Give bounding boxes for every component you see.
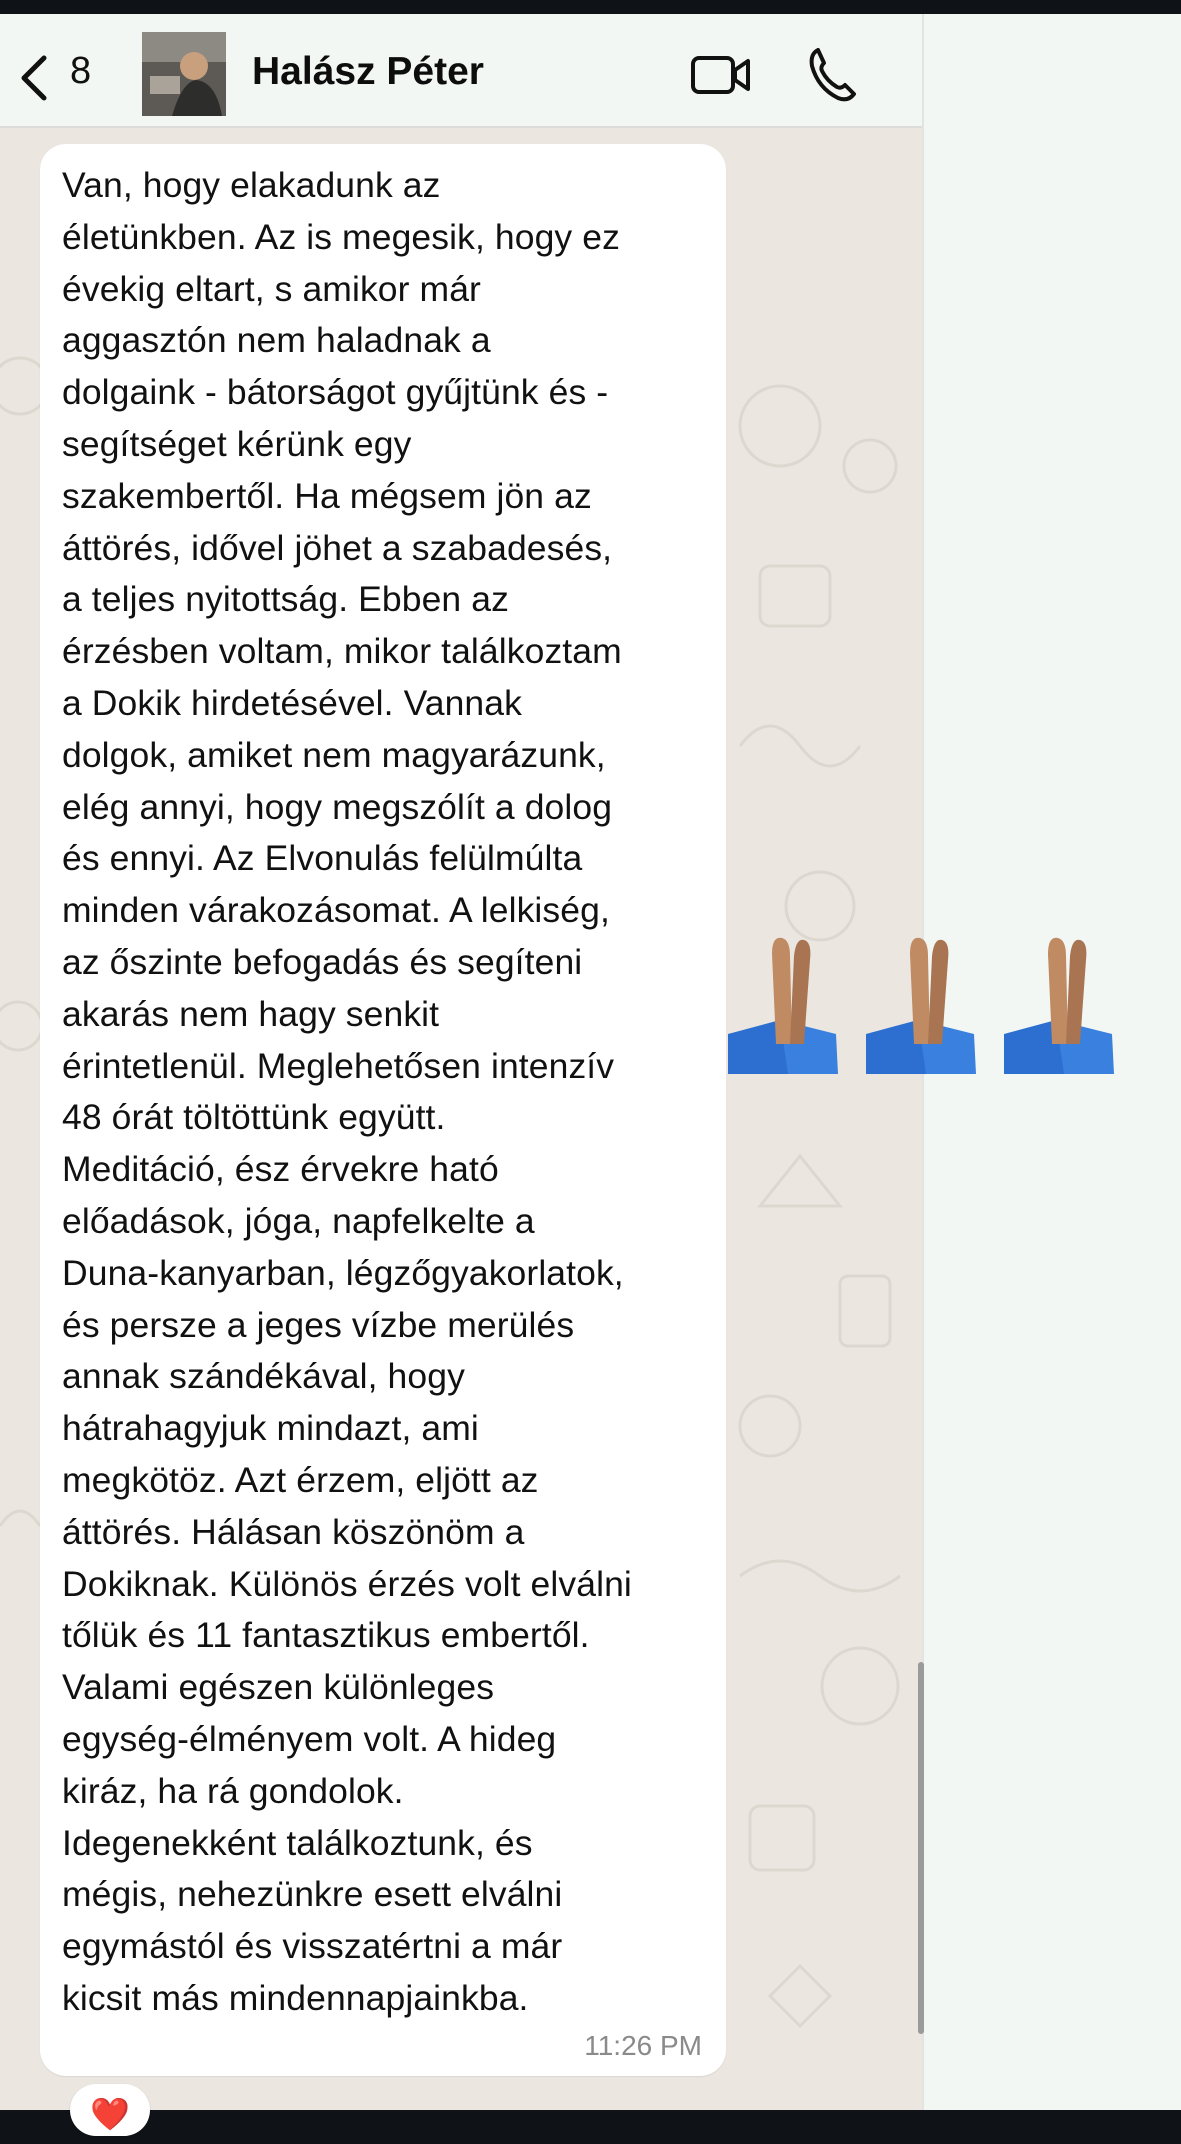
chat-header <box>0 14 922 128</box>
contact-name[interactable]: Halász Péter <box>252 50 484 93</box>
message-bubble[interactable] <box>40 144 726 2076</box>
message-text: Van, hogy elakadunk az életünkben. Az is megesik, hogy ez évekig eltart, s amikor már aggasztón nem haladnak a dolgaink - bátorságot gyűjtünk és - segítséget kérünk egy szakembertől. Ha mégsem jön az áttörés, idővel jöhet a szabadesés, a teljes nyitottság. Ebben az érzésben voltam, mikor találkoztam a Dokik hirdetésével. Vannak dolgok, amiket nem magyarázunk, elég annyi, hogy megszólít a dolog és ennyi. Az Elvonulás felülmúlta minden várakozásomat. A lelkiség, az őszinte befogadás és segíteni akarás nem hagy senkit érintetlenül. Meglehetősen intenzív 48 órát töltöttünk együtt. Meditáció, ész érvekre ható előadások, jóga, napfelkelte a Duna-kanyarban, légzőgyakorlatok, és persze a jeges vízbe merülés annak szándékával, hogy hátrahagyjuk mindazt, ami megkötöz. Azt érzem, eljött az áttörés. Hálásan köszönöm a Dokiknak. Különös érzés volt elválni tőlük és 11 fantasztikus embertől. Valami egészen különleges egység-élményem volt. A hideg kiráz, ha rá gondolok. Idegenekként találkoztunk, és mégis, nehezünkre esett elválni egymástól és visszatértni a már kicsit más mindennapjainkba. <box>62 165 632 2018</box>
heart-icon: ❤️ <box>90 2096 130 2132</box>
video-call-icon[interactable] <box>690 52 752 98</box>
folded-hands-icon <box>728 938 838 1074</box>
unread-count[interactable]: 8 <box>70 50 92 92</box>
avatar[interactable] <box>142 32 226 116</box>
folded-hands-icon <box>866 938 976 1074</box>
chat-screen <box>0 14 1179 2132</box>
reaction-badge[interactable] <box>70 2084 150 2136</box>
folded-hands-icon <box>1004 938 1114 1074</box>
emoji-message[interactable] <box>728 924 1148 1084</box>
message-timestamp: 11:26 PM <box>584 2030 702 2061</box>
back-chevron-icon[interactable] <box>14 50 54 106</box>
scrollbar[interactable] <box>918 1662 924 2034</box>
voice-call-icon[interactable] <box>808 46 860 104</box>
